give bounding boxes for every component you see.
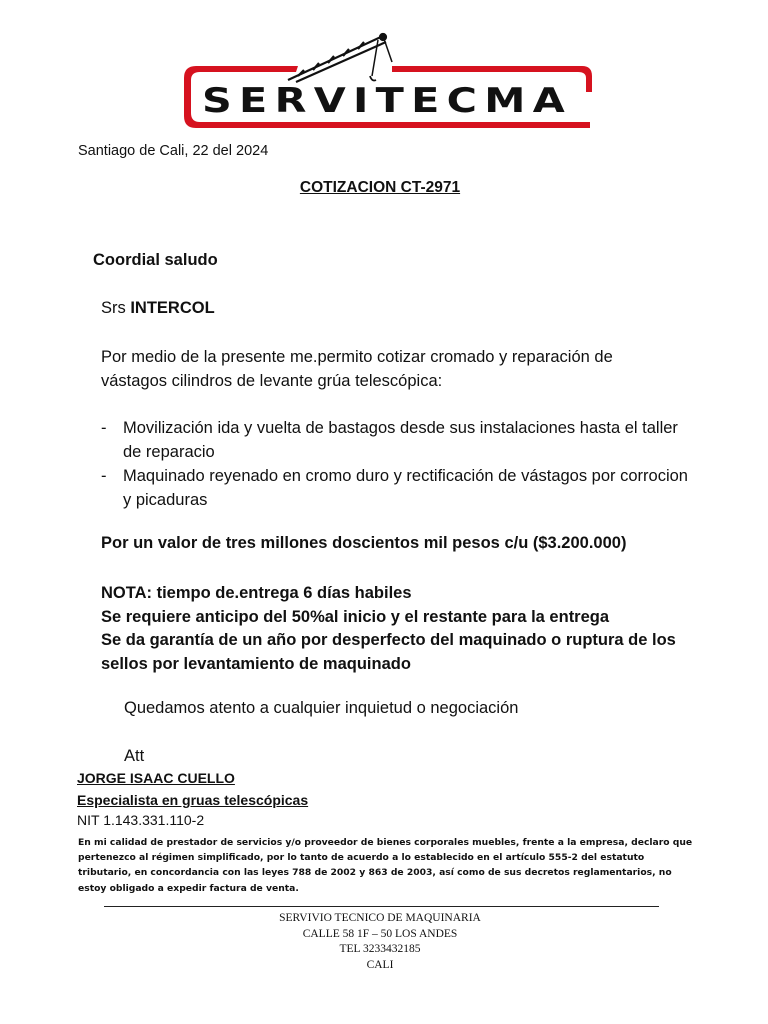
- footer-company: SERVIVIO TECNICO DE MAQUINARIA: [279, 912, 481, 924]
- note-warranty: Se da garantía de un año por desperfecto del maquinado o ruptura de los sellos por levantamiento de maquinado: [101, 631, 676, 673]
- company-logo: [178, 32, 598, 132]
- signer-role: Especialista en gruas telescópicas: [77, 792, 309, 808]
- list-item: - Maquinado reyenado en cromo duro y rectificación de vástagos por corrocion y picaduras: [101, 464, 691, 512]
- notes-block: [101, 582, 701, 676]
- greeting: Coordial saludo: [93, 251, 218, 269]
- signer-nit: NIT 1.143.331.110-2: [77, 812, 205, 828]
- date-line: Santiago de Cali, 22 del 2024: [78, 143, 269, 159]
- list-item: - Movilización ida y vuelta de bastagos desde sus instalaciones hasta el taller de reparacio: [101, 416, 691, 464]
- intro-paragraph: Por medio de la presente me.permito cotizar cromado y reparación de vástagos cilindros de levante grúa telescópica:: [101, 348, 613, 390]
- closing-line: Quedamos atento a cualquier inquietud o negociación: [124, 699, 519, 717]
- note-delivery-time: NOTA: tiempo de.entrega 6 días habiles: [101, 584, 412, 602]
- document-title: COTIZACION CT-2971: [299, 179, 461, 196]
- footer-phone: TEL 3233432185: [339, 943, 421, 956]
- crane-boom-icon: [288, 34, 392, 82]
- footer-address: CALLE 58 1F – 50 LOS ANDES: [302, 927, 458, 940]
- recipient-line: [101, 299, 215, 318]
- crane-logo-graphic: [178, 32, 598, 132]
- footer-city: CALI: [366, 958, 394, 971]
- note-advance-payment: Se requiere anticipo del 50%al inicio y el restante para la entrega: [101, 607, 610, 626]
- price-line: Por un valor de tres millones doscientos mil pesos c/u ($3.200.000): [101, 534, 627, 552]
- signer-name: JORGE ISAAC CUELLO: [77, 770, 235, 786]
- recipient-name: INTERCOL: [130, 299, 215, 317]
- footer-divider: [104, 906, 659, 907]
- legal-disclaimer: En mi calidad de prestador de servicios y/o proveedor de bienes corporales muebles, frente a la empresa, declaro que pertenezco al régimen simplificado, por lo tanto de acuerdo a lo establecido en el artículo 555-2 del estatuto tributario, en concordancia con las leyes 788 de 2002 y 863 de 2003, así como de sus decretos reglamentarios, no estoy obligado a expedir factura de venta.: [78, 837, 693, 894]
- recipient-prefix: Srs: [101, 299, 126, 317]
- footer: [0, 911, 760, 973]
- att-line: Att: [124, 747, 145, 765]
- logo-text: SERVITECMA: [202, 81, 572, 121]
- service-list: [101, 416, 691, 512]
